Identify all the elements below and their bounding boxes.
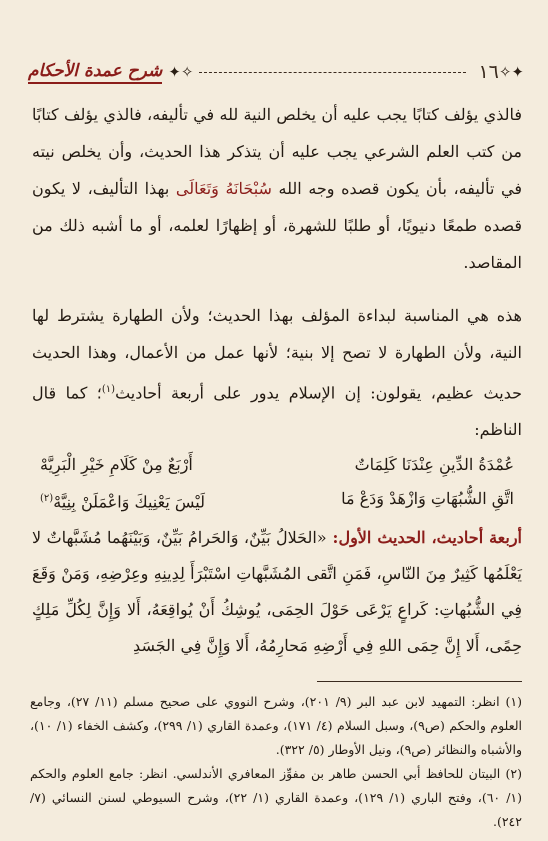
footnote-2: (٢) البيتان للحافظ أبي الحسن طاهر بن مفوِّز المعافري الأندلسي. انظر: جامع العلوم والحكم (١/ ٦٠)، وفتح الباري (١/ ١٢٩)، وعمدة القاري (١/ ٢٢)، وشرح السيوطي لسنن النسائي (٧/ ٢٤٢).: [30, 766, 523, 829]
page-number: ١٦: [478, 61, 499, 83]
verse-2-left-text: لَيْسَ يَعْنِيكَ وَاعْمَلَنْ بِنِيَّهْ: [53, 492, 205, 512]
footnote-1: (١) انظر: التمهيد لابن عبد البر (٩/ ٢٠١)، وشرح النووي على صحيح مسلم (١١/ ٢٧)، وجامع العلوم والحكم (ص٩)، وسبل السلام (٤/ ١٧١)، وعمدة القاري (١/ ٢٩٩)، وكشف الخفاء (١/ ١٠)، والأشباه والنظائر (ص٩)، ونيل الأوطار (٥/ ٣٢٢).: [30, 694, 523, 757]
footnotes: [30, 690, 522, 834]
footnote-ref-2[interactable]: (٢): [40, 493, 54, 505]
verse-2-right-hemistich: اتَّقِ الشُّبُهَاتِ وَازْهَدْ وَدَعْ مَا: [341, 489, 514, 509]
paragraph-1-text: فالذي يؤلف كتابًا يجب عليه أن يخلص النية لله في تأليفه، فالذي يؤلف كتابًا من كتب العلم الشرعي يجب عليه أن يتذكر هذا الحديث، وأن يخلص نيته في تأليفه، بأن يكون قصده وجه الله: [32, 105, 522, 198]
header-rule: [199, 72, 466, 73]
hadith-heading: أربعة أحاديث، الحديث الأول:: [326, 527, 523, 547]
ornament-icon: ✧✦: [168, 62, 194, 81]
paragraph-2-text-cont: ؛ كما قال الناظم:: [32, 383, 522, 440]
hadith-paragraph: [32, 520, 522, 664]
main-text: [32, 96, 522, 664]
page-header: [28, 58, 524, 86]
book-title: شرح عمدة الأحكام: [28, 61, 162, 84]
paragraph-2: [32, 297, 522, 448]
glorification-phrase: سُبْحَانَهُ وَتَعَالَى: [175, 179, 272, 198]
footnote-separator: [317, 681, 522, 682]
footnote-ref-1[interactable]: (١): [101, 384, 116, 395]
paragraph-1-text-cont: بهذا التأليف، لا يكون قصده طمعًا دنيويًا، أو طلبًا للشهرة، أو إظهارًا لعلمه، أو ما أشبه ذلك من المقاصد.: [32, 179, 523, 272]
paragraph-1: [32, 96, 522, 281]
verse-1-left-hemistich: أَرْبَعٌ مِنْ كَلَامِ خَيْرِ الْبَرِيَّهْ: [40, 455, 193, 475]
paragraph-2-text: هذه هي المناسبة لبداءة المؤلف بهذا الحديث؛ ولأن الطهارة يشترط لها النية، ولأن الطهارة لا تصح إلا بنية؛ لأنها عمل من الأعمال، وهذا الحديث حديث عظيم، يقولون: إن الإسلام يدور على أربعة أحاديث: [32, 306, 523, 403]
hadith-text: «الحَلالُ بَيِّنٌ، وَالحَرامُ بَيِّنٌ، وَبَيْنَهُما مُشَبَّهاتٌ لا يَعْلَمُها كَثِيرٌ مِنَ النّاسِ، فَمَنِ اتَّقى المُشَبَّهاتِ اسْتَبْرَأَ لِدِينِهِ وعِرْضِهِ، وَمَنْ وَقَعَ فِي الشُّبُهاتِ: كَراعٍ يَرْعَى حَوْلَ الحِمَى، يُوشِكُ أَنْ يُواقِعَهُ، أَلا وَإِنَّ لِكُلِّ مَلِكٍ حِمًى، أَلا إِنَّ حِمَى اللهِ فِي أَرْضِهِ مَحارِمُهُ، أَلا وَإِنَّ فِي الجَسَدِ: [32, 527, 522, 655]
verse-line-1: [32, 448, 522, 482]
verse-2-left-hemistich: [40, 482, 205, 519]
verse-line-2: [32, 482, 522, 519]
verse-1-right-hemistich: عُمْدَةُ الدِّينِ عِنْدَنَا كَلِمَاتٌ: [354, 455, 514, 475]
ornament-icon: ✦✧: [498, 62, 524, 81]
